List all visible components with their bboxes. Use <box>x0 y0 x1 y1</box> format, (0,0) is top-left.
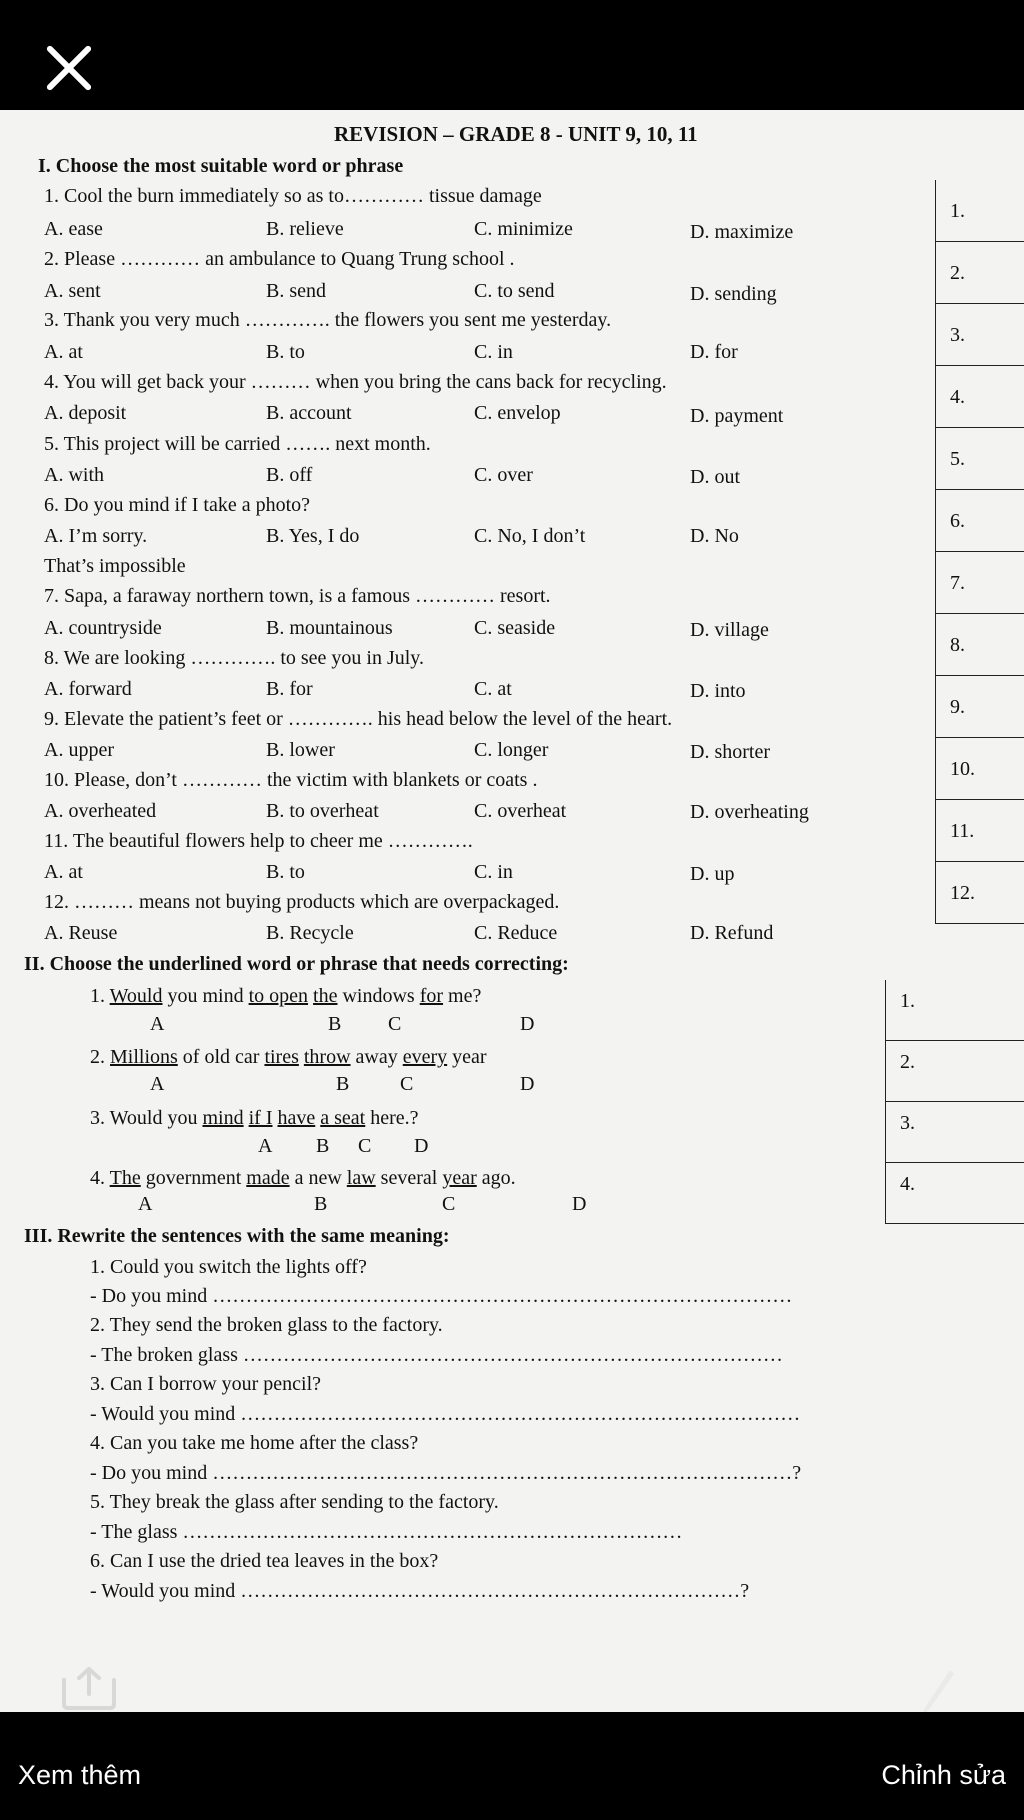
label-a: A <box>150 1073 165 1095</box>
option-3a: A. at <box>44 341 83 363</box>
label-b: B <box>328 1013 342 1035</box>
label-d: D <box>520 1073 535 1095</box>
option-6d: D. No <box>690 525 739 547</box>
option-3b: B. to <box>266 341 305 363</box>
option-6a: A. I’m sorry. <box>44 525 148 547</box>
top-bar <box>0 0 1024 110</box>
rewrite-line: 3. Can I borrow your pencil? <box>90 1373 322 1395</box>
rewrite-line: - The glass ………………………………………………………………… <box>90 1521 683 1543</box>
error-sentence-2: 2. Millions of old car tires throw away every year <box>90 1046 487 1068</box>
label-c: C <box>358 1135 372 1157</box>
option-9d: D. shorter <box>690 741 770 763</box>
rewrite-line: - Would you mind ………………………………………………………………………… <box>90 1403 801 1425</box>
rewrite-line: - Do you mind …………………………………………………………………………… <box>90 1285 793 1307</box>
label-d: D <box>520 1013 535 1035</box>
label-b: B <box>316 1135 330 1157</box>
label-c: C <box>442 1193 456 1215</box>
question-11: 11. The beautiful flowers help to cheer me …………. <box>44 830 473 852</box>
label-a: A <box>258 1135 273 1157</box>
question-10: 10. Please, don’t ………… the victim with blankets or coats . <box>44 769 538 791</box>
option-4b: B. account <box>266 402 352 424</box>
option-7d: D. village <box>690 619 769 641</box>
bottom-bar <box>0 1712 1024 1820</box>
option-2d: D. sending <box>690 283 777 305</box>
option-9a: A. upper <box>44 739 114 761</box>
option-10b: B. to overheat <box>266 800 379 822</box>
option-4d: D. payment <box>690 405 784 427</box>
option-11d: D. up <box>690 863 735 885</box>
rewrite-line: - Do you mind ……………………………………………………………………………? <box>90 1462 802 1484</box>
page-title: REVISION – GRADE 8 - UNIT 9, 10, 11 <box>334 122 698 146</box>
option-11c: C. in <box>474 861 513 883</box>
edit-pen-icon[interactable] <box>916 1668 956 1718</box>
question-1: 1. Cool the burn immediately so as to………… tissue damage <box>44 185 542 207</box>
question-5: 5. This project will be carried ……. next month. <box>44 433 431 455</box>
option-1c: C. minimize <box>474 218 573 240</box>
label-a: A <box>138 1193 153 1215</box>
option-12c: C. Reduce <box>474 922 558 944</box>
rewrite-line: - The broken glass ……………………………………………………………………… <box>90 1344 783 1366</box>
label-d: D <box>414 1135 429 1157</box>
error-sentence-4: 4. The government made a new law several year ago. <box>90 1167 516 1189</box>
section-1-heading: I. Choose the most suitable word or phrase <box>38 155 404 177</box>
label-b: B <box>314 1193 328 1215</box>
option-7b: B. mountainous <box>266 617 393 639</box>
option-12d: D. Refund <box>690 922 774 944</box>
option-9c: C. longer <box>474 739 549 761</box>
section-3-heading: III. Rewrite the sentences with the same meaning: <box>24 1225 450 1247</box>
answer-box-1: 1. 2. 3. 4. 5. 6. 7. 8. 9. 10. 11. 12. <box>935 180 1024 924</box>
option-5c: C. over <box>474 464 533 486</box>
option-2a: A. sent <box>44 280 101 302</box>
question-2: 2. Please ………… an ambulance to Quang Trung school . <box>44 248 515 270</box>
option-12a: A. Reuse <box>44 922 118 944</box>
option-5a: A. with <box>44 464 104 486</box>
question-7: 7. Sapa, a faraway northern town, is a famous ………… resort. <box>44 585 551 607</box>
error-sentence-3: 3. Would you mind if I have a seat here.? <box>90 1107 419 1129</box>
rewrite-line: 6. Can I use the dried tea leaves in the box? <box>90 1550 439 1572</box>
option-3c: C. in <box>474 341 513 363</box>
option-8c: C. at <box>474 678 512 700</box>
option-6c: C. No, I don’t <box>474 525 586 547</box>
error-sentence-1: 1. Would you mind to open the windows for me? <box>90 985 482 1007</box>
option-5d: D. out <box>690 466 740 488</box>
worksheet-image <box>0 110 1024 1712</box>
answer-box-2: 1. 2. 3. 4. <box>885 980 1024 1224</box>
option-1a: A. ease <box>44 218 103 240</box>
see-more-button[interactable]: Xem thêm <box>18 1760 142 1790</box>
option-8b: B. for <box>266 678 313 700</box>
rewrite-line: 5. They break the glass after sending to the factory. <box>90 1491 499 1513</box>
option-5b: B. off <box>266 464 313 486</box>
question-9: 9. Elevate the patient’s feet or …………. his head below the level of the heart. <box>44 708 673 730</box>
label-c: C <box>400 1073 414 1095</box>
option-2c: C. to send <box>474 280 555 302</box>
rewrite-line: 1. Could you switch the lights off? <box>90 1256 367 1278</box>
option-2b: B. send <box>266 280 326 302</box>
option-1d: D. maximize <box>690 221 794 243</box>
rewrite-line: 4. Can you take me home after the class? <box>90 1432 419 1454</box>
option-12b: B. Recycle <box>266 922 354 944</box>
option-4a: A. deposit <box>44 402 127 424</box>
question-3: 3. Thank you very much …………. the flowers you sent me yesterday. <box>44 309 612 331</box>
rewrite-line: - Would you mind …………………………………………………………………? <box>90 1580 750 1602</box>
close-icon[interactable] <box>38 38 98 98</box>
rewrite-line: 2. They send the broken glass to the factory. <box>90 1314 443 1336</box>
option-1b: B. relieve <box>266 218 344 240</box>
option-9b: B. lower <box>266 739 335 761</box>
question-4: 4. You will get back your ……… when you bring the cans back for recycling. <box>44 371 667 393</box>
option-11b: B. to <box>266 861 305 883</box>
label-b: B <box>336 1073 350 1095</box>
option-3d: D. for <box>690 341 738 363</box>
option-7c: C. seaside <box>474 617 556 639</box>
option-10a: A. overheated <box>44 800 157 822</box>
option-7a: A. countryside <box>44 617 162 639</box>
option-8a: A. forward <box>44 678 132 700</box>
option-6b: B. Yes, I do <box>266 525 360 547</box>
share-icon[interactable] <box>60 1666 118 1710</box>
question-12: 12. ……… means not buying products which are overpackaged. <box>44 891 560 913</box>
option-11a: A. at <box>44 861 83 883</box>
label-c: C <box>388 1013 402 1035</box>
option-6a-cont: That’s impossible <box>44 555 186 577</box>
question-6: 6. Do you mind if I take a photo? <box>44 494 311 516</box>
label-d: D <box>572 1193 587 1215</box>
option-10d: D. overheating <box>690 801 809 823</box>
option-10c: C. overheat <box>474 800 567 822</box>
label-a: A <box>150 1013 165 1035</box>
edit-button[interactable]: Chỉnh sửa <box>881 1760 1006 1790</box>
question-8: 8. We are looking …………. to see you in July. <box>44 647 425 669</box>
option-4c: C. envelop <box>474 402 561 424</box>
option-8d: D. into <box>690 680 746 702</box>
section-2-heading: II. Choose the underlined word or phrase that needs correcting: <box>24 953 569 975</box>
